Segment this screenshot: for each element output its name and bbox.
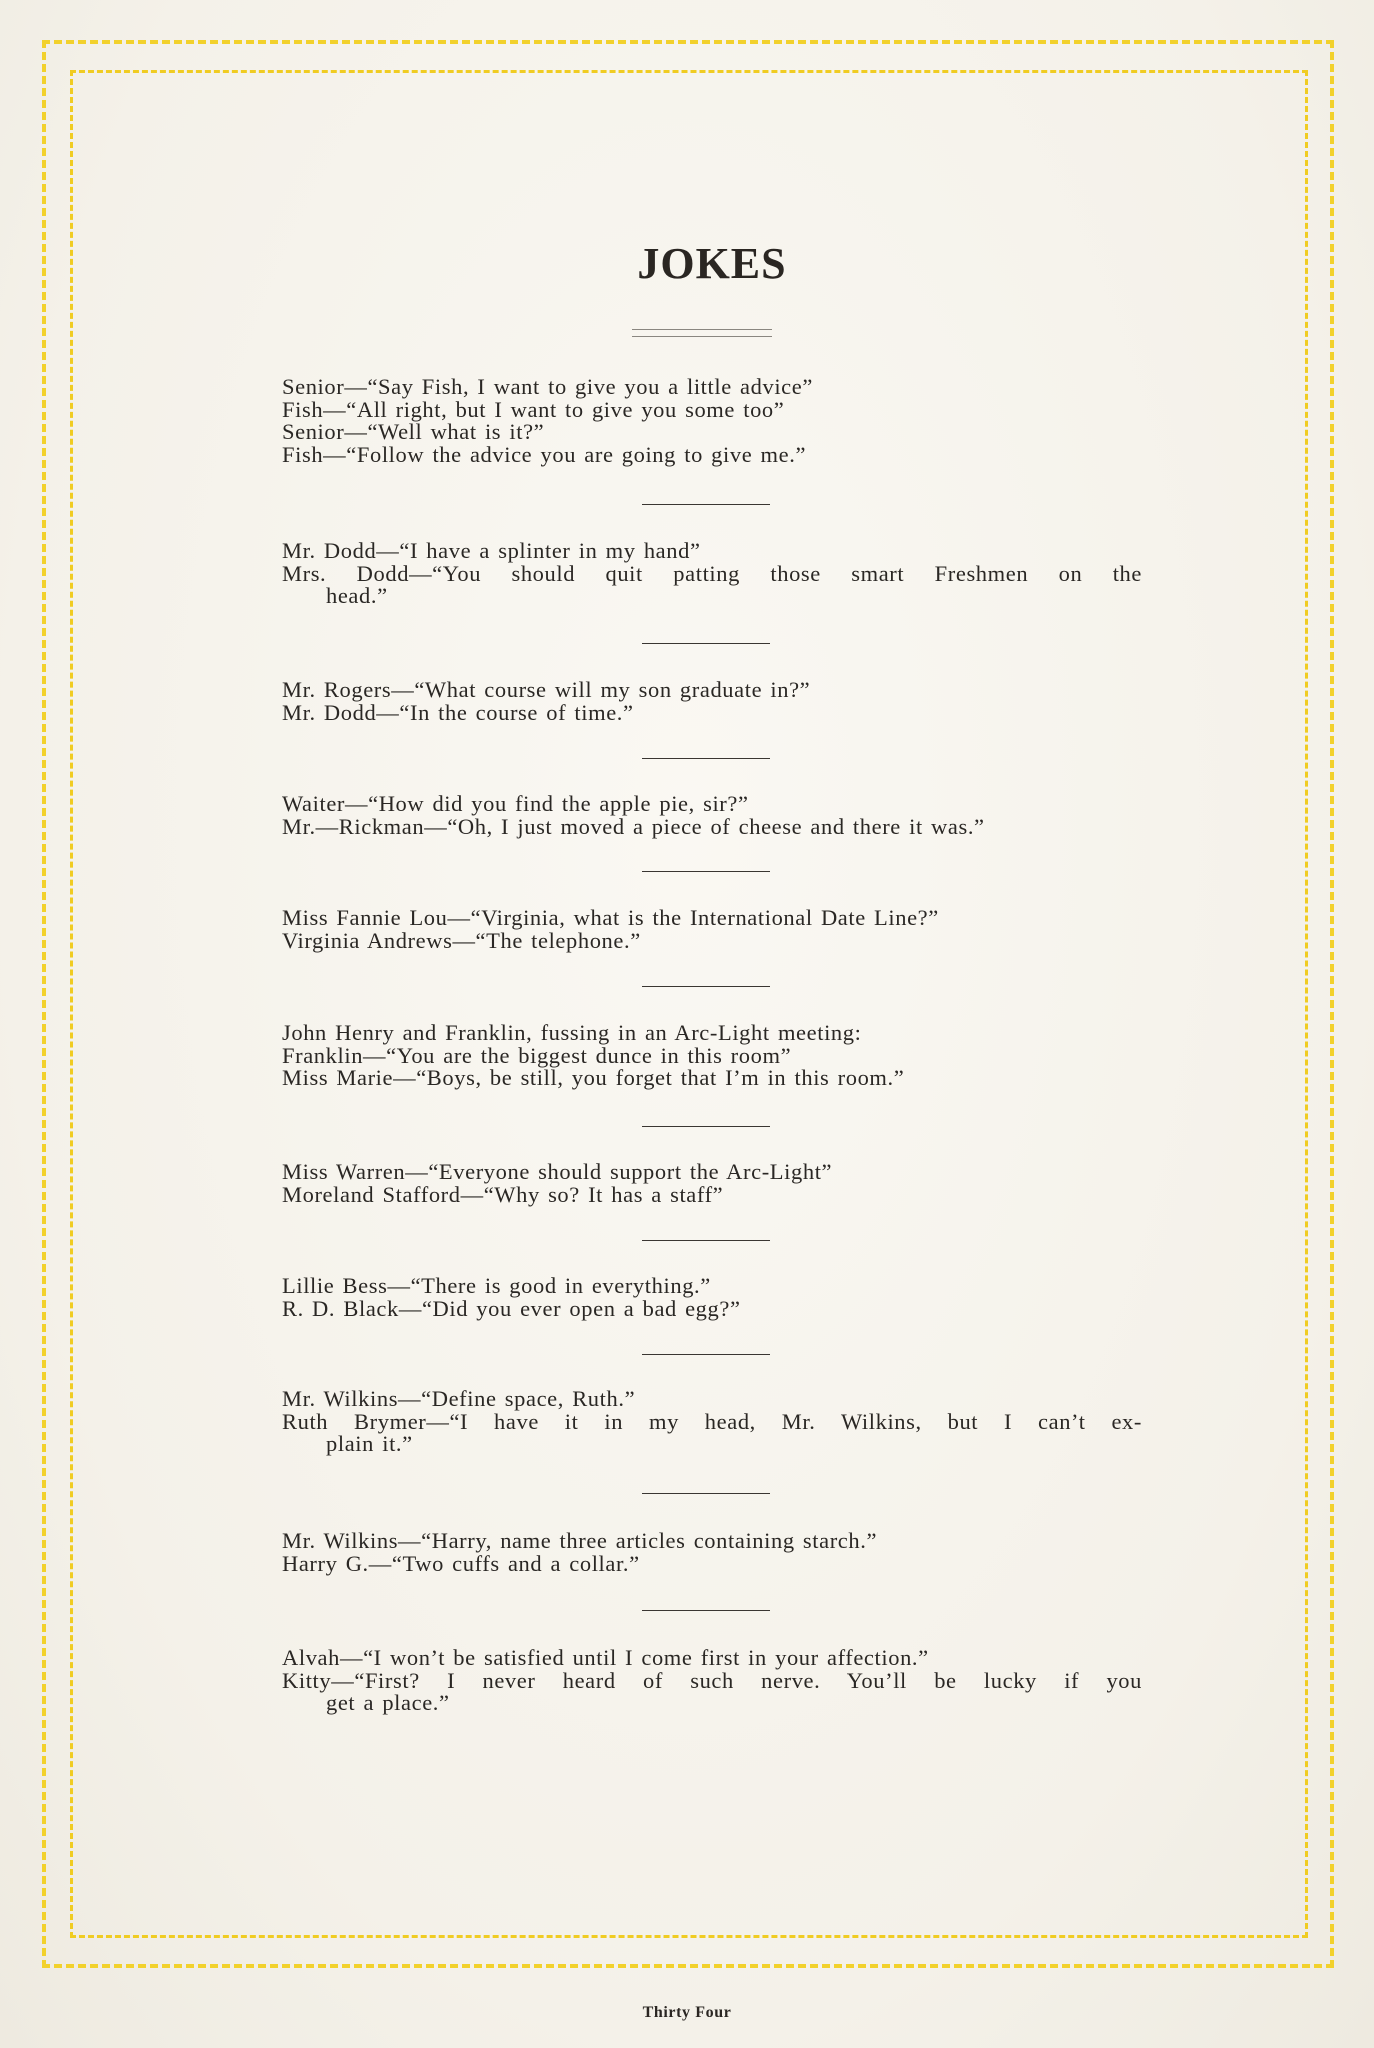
- joke-line: R. D. Black—“Did you ever open a bad egg?”: [282, 1295, 741, 1321]
- joke-separator: [642, 1240, 770, 1241]
- joke-line: Ruth Brymer—“I have it in my head, Mr. Wilkins, but I can’t ex-: [282, 1408, 1142, 1434]
- joke-item: [282, 907, 1142, 952]
- joke-separator: [642, 1126, 770, 1127]
- joke-line: Lillie Bess—“There is good in everything.”: [282, 1273, 711, 1298]
- joke-line: Senior—“Well what is it?”: [282, 419, 545, 444]
- joke-line: Mr. Wilkins—“Harry, name three articles containing starch.”: [282, 1528, 878, 1553]
- joke-line: Virginia Andrews—“The telephone.”: [282, 927, 641, 953]
- joke-separator: [642, 1354, 770, 1355]
- joke-line: Harry G.—“Two cuffs and a collar.”: [282, 1550, 640, 1576]
- joke-item: [282, 540, 1142, 608]
- joke-line: Fish—“All right, but I want to give you some too”: [282, 396, 785, 422]
- joke-line: Waiter—“How did you find the apple pie, sir?”: [282, 791, 749, 816]
- joke-separator: [642, 1610, 770, 1611]
- joke-separator: [642, 643, 770, 644]
- joke-separator: [642, 1493, 770, 1494]
- joke-line: Miss Marie—“Boys, be still, you forget that I’m in this room.”: [282, 1065, 905, 1090]
- joke-item: [282, 1530, 1142, 1575]
- joke-line: get a place.”: [326, 1690, 450, 1715]
- joke-line: Franklin—“You are the biggest dunce in this room”: [282, 1042, 792, 1068]
- joke-separator: [642, 758, 770, 759]
- joke-separator: [642, 986, 770, 987]
- joke-line: Alvah—“I won’t be satisfied until I come first in your affection.”: [282, 1645, 929, 1670]
- page-title: JOKES: [637, 239, 787, 288]
- joke-line: Mr. Dodd—“In the course of time.”: [282, 699, 634, 725]
- joke-line: Mr. Dodd—“I have a splinter in my hand”: [282, 538, 701, 563]
- joke-line: Kitty—“First? I never heard of such nerve. You’ll be lucky if you: [282, 1667, 1142, 1693]
- joke-item: [282, 376, 1142, 466]
- joke-item: [282, 1275, 1142, 1320]
- joke-item: [282, 1161, 1142, 1206]
- joke-item: [282, 1647, 1142, 1715]
- joke-separator: [642, 504, 770, 505]
- joke-item: [282, 793, 1142, 838]
- joke-line: head.”: [326, 583, 388, 608]
- joke-separator: [642, 871, 770, 872]
- joke-item: [282, 1022, 1142, 1090]
- joke-line: Fish—“Follow the advice you are going to give me.”: [282, 441, 807, 467]
- joke-line: Mrs. Dodd—“You should quit patting those smart Freshmen on the: [282, 560, 1142, 586]
- joke-line: Miss Fannie Lou—“Virginia, what is the International Date Line?”: [282, 905, 939, 930]
- joke-line: John Henry and Franklin, fussing in an Arc-Light meeting:: [282, 1020, 862, 1045]
- joke-line: Miss Warren—“Everyone should support the Arc-Light”: [282, 1159, 833, 1184]
- joke-line: plain it.”: [326, 1431, 413, 1456]
- joke-line: Senior—“Say Fish, I want to give you a little advice”: [282, 374, 813, 399]
- page-number: Thirty Four: [642, 2004, 732, 2021]
- joke-line: Mr. Rogers—“What course will my son graduate in?”: [282, 677, 811, 702]
- joke-line: Moreland Stafford—“Why so? It has a staff”: [282, 1181, 724, 1207]
- joke-line: Mr. Wilkins—“Define space, Ruth.”: [282, 1386, 636, 1411]
- joke-item: [282, 1388, 1142, 1456]
- joke-item: [282, 679, 1142, 724]
- joke-line: Mr.—Rickman—“Oh, I just moved a piece of cheese and there it was.”: [282, 813, 985, 839]
